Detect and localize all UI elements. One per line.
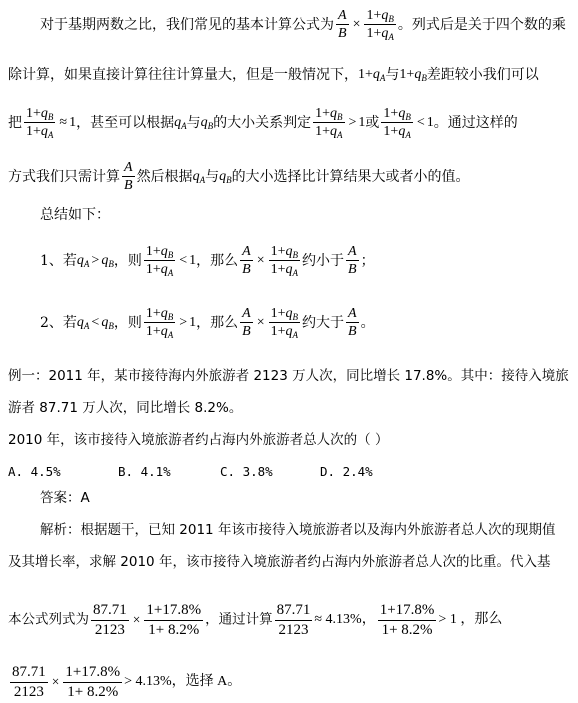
question-text: 2010 年，该市接待入境旅游者约占海内外旅游者总人次的（ ）	[8, 432, 389, 448]
fraction-growth-ratio: $\frac{1+17.8\%}{1+ 8.2\%}$	[146, 602, 202, 638]
fraction-87-71-over-2123: $\frac{87.71}{2123}$	[276, 602, 311, 638]
option-a: A. 4.5%	[8, 464, 61, 479]
summary-rule-1: 1、若$q_A > q_B$，则 $\frac{1+q_B}{1+q_A}$ < 1，那么 $\frac{A}{B}$ × $\frac{1+q_B}{1+q_A}$ 约小于 $\frac{A}{B}$ ；	[40, 244, 375, 279]
analysis-line-2: 及其增长率，求解 2010 年，该市接待入境旅游者约占海内外旅游者总人次的比重。代入基	[8, 554, 551, 570]
fraction-87-71-over-2123: $\frac{87.71}{2123}$	[93, 602, 127, 638]
fraction-qb-over-qa: $\frac{1+q_B}{1+q_A}$	[383, 106, 411, 141]
fraction-a-over-b: $\frac{A}{B}$	[242, 306, 251, 340]
fraction-qb-over-qa: $\frac{1+q_B}{1+q_A}$	[270, 244, 299, 279]
fraction-qb-over-qa: $\frac{1+q_B}{1+q_A}$	[270, 306, 299, 341]
expr-1-plus-qb: $1+q_B$	[399, 67, 427, 83]
summary-rule-2: 2、若$q_A < q_B$，则 $\frac{1+q_B}{1+q_A}$ > 1，那么 $\frac{A}{B}$ × $\frac{1+q_B}{1+q_A}$ 约大于 $\frac{A}{B}$ 。	[40, 306, 375, 341]
fraction-qb-over-qa: $\frac{1+q_B}{1+q_A}$	[145, 244, 174, 279]
fraction-87-71-over-2123: $\frac{87.71}{2123}$	[12, 664, 46, 700]
text: 把	[8, 114, 22, 131]
option-b: B. 4.1%	[118, 464, 171, 479]
text: 除计算，如果直接计算往往计算量大，但是一般情况下，	[8, 67, 358, 83]
text: ，甚至可以根据	[76, 114, 175, 131]
intro-line-2	[8, 68, 539, 82]
intro-line-4: 方式我们只需计算 $\frac{A}{B}$ 然后根据$q_A$与$q_B$的大小选择比计算结果大或者小的值。	[8, 160, 470, 194]
text: 方式我们只需计算	[8, 168, 120, 185]
times-sign: ×	[352, 16, 361, 32]
fraction-a-over-b: $\frac{A}{B}$	[348, 306, 357, 340]
answer-text: 答案：A	[40, 490, 90, 506]
example-line-2: 游者 87.71 万人次，同比增长 8.2%。	[8, 400, 243, 416]
intro-line-3: 把 $\frac{1+q_B}{1+q_A}$ ≈ 1，甚至可以根据$q_A$与$q_B$的大小关系判定 $\frac{1+q_B}{1+q_A}$ > 1或 $\frac{1+q_B}{1+q_A}$ < 1。通过这样的	[8, 106, 518, 141]
expr-1-plus-qa: $1+q_A$	[358, 67, 386, 83]
fraction-qb-over-qa: $\frac{1+q_B}{1+q_A}$	[366, 8, 394, 43]
fraction-growth-ratio: $\frac{1+17.8\%}{1+ 8.2\%}$	[65, 664, 121, 700]
fraction-qb-over-qa: $\frac{1+q_B}{1+q_A}$	[315, 106, 343, 141]
text: 对于基期两数之比，我们常见的基本计算公式为	[40, 16, 334, 33]
analysis-line-4: $\frac{87.71}{2123}$ × $\frac{1+17.8\%}{1+ 8.2\%}$ > 4.13%，选择 A。	[12, 664, 242, 700]
fraction-a-over-b: $\frac{A}{B}$	[338, 8, 347, 42]
option-d: D. 2.4%	[320, 464, 373, 479]
text: 差距较小我们可以	[426, 67, 539, 83]
fraction-qb-over-qa: $\frac{1+q_B}{1+q_A}$	[145, 306, 174, 341]
analysis-line-3: 本公式列式为 $\frac{87.71}{2123}$ × $\frac{1+17.8\%}{1+ 8.2\%}$ ，通过计算 $\frac{87.71}{2123}$ ≈ 4.13%， $\frac{1+17.8\%}{1+ 8.2\%}$ > 1 ，那么	[8, 602, 503, 638]
text: 与	[385, 67, 400, 83]
intro-line-1	[40, 8, 566, 42]
example-line-1: 例一：2011 年，某市接待海内外旅游者 2123 万人次，同比增长 17.8%。其中：接待入境旅	[8, 368, 569, 384]
option-c: C. 3.8%	[220, 464, 273, 479]
fraction-a-over-b: $\frac{A}{B}$	[348, 244, 357, 278]
fraction-a-over-b: $\frac{A}{B}$	[124, 160, 133, 194]
fraction-growth-ratio: $\frac{1+17.8\%}{1+ 8.2\%}$	[379, 602, 435, 638]
fraction-qb-over-qa: $\frac{1+q_B}{1+q_A}$	[26, 106, 54, 141]
analysis-line-1: 解析：根据题干，已知 2011 年该市接待入境旅游者以及海内外旅游者总人次的现期值	[40, 522, 556, 538]
fraction-a-over-b: $\frac{A}{B}$	[242, 244, 251, 278]
text: 。列式后是关于四个数的乘	[397, 16, 566, 33]
summary-title: 总结如下：	[40, 207, 110, 223]
